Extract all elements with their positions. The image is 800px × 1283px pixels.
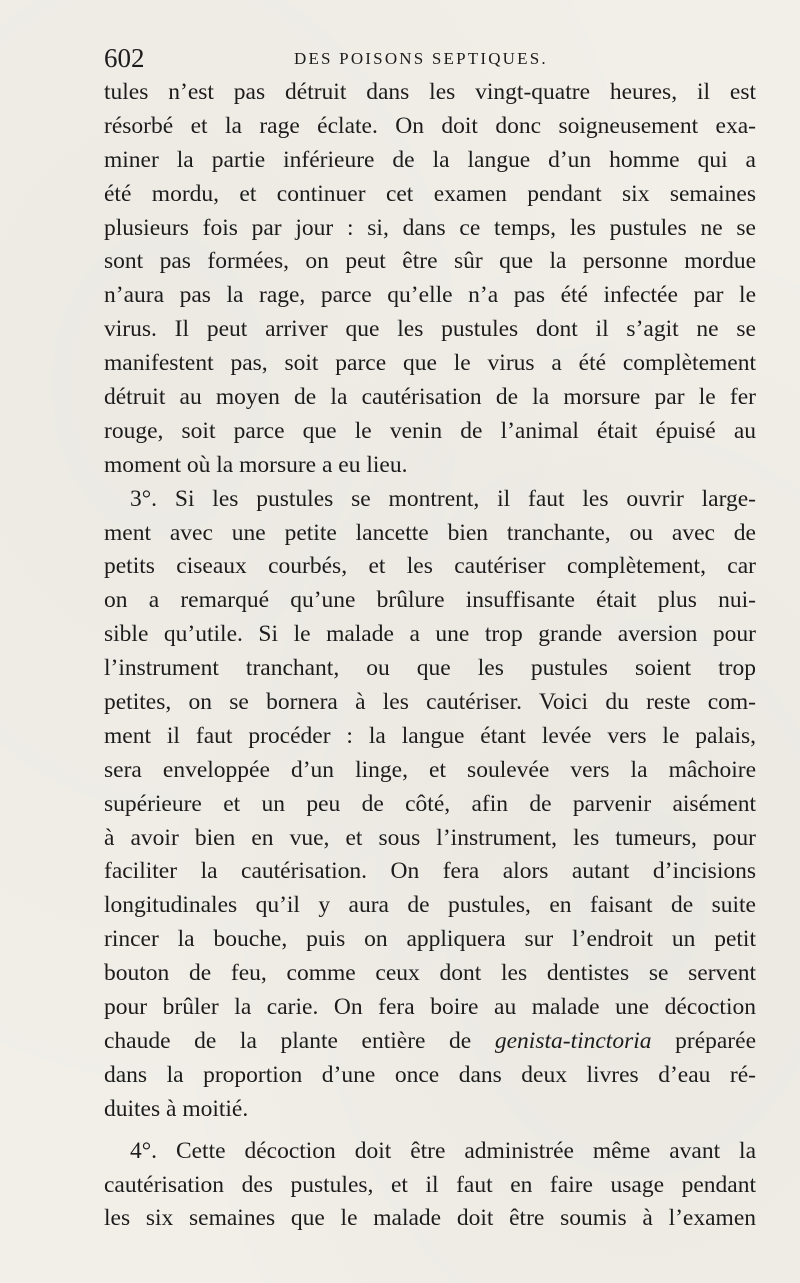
- text-segment: chaude de la plante entière de: [104, 1027, 495, 1054]
- text-segment: 3°. Si les pustules se montrent, il faut les ouvrir large-: [130, 485, 756, 512]
- text-line: [104, 313, 756, 347]
- text-line: [104, 212, 756, 246]
- text-line: [104, 1135, 756, 1169]
- text-segment: l’instrument tranchant, ou que les pustules soient trop: [104, 655, 756, 682]
- text-line: [104, 788, 756, 822]
- text-line: [104, 754, 756, 788]
- text-line: [104, 110, 756, 144]
- text-segment: manifestent pas, soit parce que le virus a été complètement: [104, 350, 756, 377]
- text-line: [104, 584, 756, 618]
- text-segment: petits ciseaux courbés, et les cautériser complètement, car: [104, 553, 756, 580]
- text-segment: préparée: [651, 1027, 756, 1054]
- page-number: 602: [104, 43, 145, 73]
- text-segment: faciliter la cautérisation. On fera alors autant d’incisions: [104, 858, 756, 885]
- text-line: [104, 720, 756, 754]
- text-segment: supérieure et un peu de côté, afin de parvenir aisément: [104, 790, 756, 817]
- text-segment: 4°. Cette décoction doit être administrée même avant la: [130, 1137, 756, 1164]
- text-line: [104, 1059, 756, 1093]
- text-segment: sera enveloppée d’un linge, et soulevée vers la mâchoire: [104, 756, 756, 783]
- text-segment: plusieurs fois par jour : si, dans ce temps, les pustules ne se: [104, 214, 756, 241]
- text-line: [104, 347, 756, 381]
- text-line: [104, 923, 756, 957]
- text-segment: dans la proportion d’une once dans deux livres d’eau ré-: [104, 1061, 756, 1088]
- running-head: [104, 40, 756, 76]
- text-line: [104, 381, 756, 415]
- text-line: [104, 245, 756, 279]
- text-line: [104, 449, 756, 483]
- text-line: [104, 889, 756, 923]
- text-segment: ment il faut procéder : la langue étant levée vers le palais,: [104, 722, 756, 749]
- italic-term: genista-tinctoria: [494, 1027, 652, 1054]
- text-segment: été mordu, et continuer cet examen pendant six semaines: [104, 180, 756, 207]
- text-line: [104, 144, 756, 178]
- text-segment: à avoir bien en vue, et sous l’instrument, les tumeurs, pour: [104, 824, 756, 851]
- text-line: [104, 517, 756, 551]
- text-line: [104, 652, 756, 686]
- text-line: [104, 1093, 756, 1127]
- running-title: DES POISONS SEPTIQUES.: [294, 49, 548, 68]
- text-segment: sible qu’utile. Si le malade a une trop grande aversion pour: [104, 621, 756, 648]
- text-line: [104, 483, 756, 517]
- text-line: [104, 415, 756, 449]
- text-line: [104, 1025, 756, 1059]
- text-segment: on a remarqué qu’une brûlure insuffisante était plus nui-: [104, 587, 756, 614]
- text-line: [104, 822, 756, 856]
- text-line: [104, 550, 756, 584]
- text-segment: sont pas formées, on peut être sûr que la personne mordue: [104, 248, 756, 275]
- text-line: [104, 991, 756, 1025]
- text-segment: n’aura pas la rage, parce qu’elle n’a pas été infectée par le: [104, 282, 756, 309]
- text-segment: petites, on se bornera à les cautériser. Voici du reste com-: [104, 689, 756, 716]
- text-line: [104, 957, 756, 991]
- text-line: [104, 855, 756, 889]
- text-segment: virus. Il peut arriver que les pustules dont il s’agit ne se: [104, 316, 756, 343]
- text-segment: bouton de feu, comme ceux dont les dentistes se servent: [104, 960, 756, 987]
- text-segment: tules n’est pas détruit dans les vingt-quatre heures, il est: [104, 79, 756, 105]
- text-segment: duites à moitié.: [104, 1095, 249, 1122]
- text-line: [104, 1202, 756, 1236]
- text-segment: résorbé et la rage éclate. On doit donc soigneusement exa-: [104, 112, 756, 139]
- text-segment: rincer la bouche, puis on appliquera sur l’endroit un petit: [104, 926, 756, 953]
- text-line: [104, 279, 756, 313]
- text-segment: rouge, soit parce que le venin de l’animal était épuisé au: [104, 417, 756, 444]
- text-line: [104, 1169, 756, 1203]
- text-segment: pour brûler la carie. On fera boire au malade une décoction: [104, 994, 756, 1021]
- body-text: [104, 76, 756, 1236]
- text-segment: cautérisation des pustules, et il faut en faire usage pendant: [104, 1171, 756, 1198]
- text-segment: moment où la morsure a eu lieu.: [104, 451, 408, 478]
- text-line: [104, 76, 756, 110]
- text-segment: les six semaines que le malade doit être soumis à l’examen: [104, 1205, 756, 1232]
- text-segment: longitudinales qu’il y aura de pustules, en faisant de suite: [104, 892, 756, 919]
- text-line: [104, 686, 756, 720]
- text-segment: détruit au moyen de la cautérisation de la morsure par le fer: [104, 384, 756, 411]
- text-segment: miner la partie inférieure de la langue d’un homme qui a: [104, 146, 756, 173]
- text-segment: ment avec une petite lancette bien tranchante, ou avec de: [104, 519, 756, 546]
- text-line: [104, 618, 756, 652]
- text-line: [104, 178, 756, 212]
